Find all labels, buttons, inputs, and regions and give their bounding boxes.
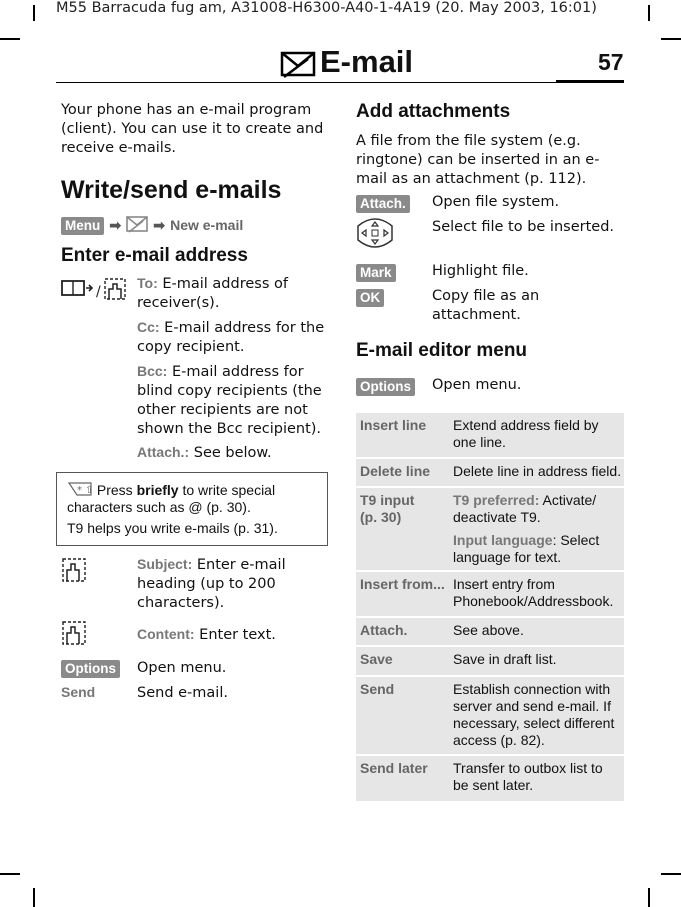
email-envelope-icon bbox=[280, 49, 316, 79]
field-attach: Attach.: See below. bbox=[137, 444, 272, 461]
ok-softkey[interactable]: OK bbox=[356, 289, 384, 307]
keypad-icon bbox=[61, 620, 87, 646]
menu-item-label: Insert line bbox=[360, 417, 427, 433]
intro-text: Your phone has an e-mail program (client). You can use it to create and receive e-mails. bbox=[61, 102, 324, 156]
star-key-icon bbox=[67, 481, 93, 497]
menu-item-label: T9 input (p. 30) bbox=[360, 492, 415, 525]
menu-item-label: Insert from... bbox=[360, 576, 445, 592]
field-label: Subject: bbox=[137, 556, 193, 572]
menu-item-label: Send bbox=[360, 681, 395, 697]
note-box: * ⇧ Press briefly to write special characters such as @ (p. 30). T9 helps you write e-mails (p. 31). bbox=[56, 472, 328, 546]
menu-item-desc: Save in draft list. bbox=[453, 651, 557, 667]
attach-intro: A file from the file system (e.g. ringtone) can be inserted in an e-mail as an attachment (p. 112). bbox=[356, 133, 600, 187]
field-label: Attach.: bbox=[137, 444, 190, 460]
options-desc: Open menu. bbox=[137, 660, 227, 676]
crop-mark bbox=[0, 873, 20, 875]
sub-heading: Enter e-mail address bbox=[61, 245, 248, 266]
mark-softkey[interactable]: Mark bbox=[356, 264, 396, 282]
options-softkey[interactable]: Options bbox=[356, 378, 415, 396]
title-rule bbox=[56, 82, 624, 83]
arrow-icon: ➡ bbox=[153, 217, 165, 233]
table-row bbox=[356, 647, 624, 675]
menu-softkey: Menu bbox=[61, 217, 104, 235]
field-label: Bcc: bbox=[137, 363, 168, 379]
attach-softkey[interactable]: Attach. bbox=[356, 195, 410, 213]
svg-text:/: / bbox=[96, 284, 101, 300]
table-row bbox=[356, 618, 624, 645]
menu-item-desc: T9 preferred: Activate/ deactivate T9. Input language: Select language for text. bbox=[453, 492, 600, 565]
menu-item-label: Save bbox=[360, 651, 393, 667]
menu-item-desc: Extend address field by one line. bbox=[453, 417, 599, 450]
menu-item-desc: Transfer to outbox list to be sent later. bbox=[453, 760, 603, 793]
subject-field: Subject: Enter e-mail heading (up to 200 characters). bbox=[137, 556, 286, 611]
note-line: T9 helps you write e-mails (p. 31). bbox=[67, 520, 278, 536]
step-desc: Highlight file. bbox=[432, 263, 529, 279]
crop-mark bbox=[648, 5, 650, 21]
crop-mark bbox=[661, 873, 681, 875]
step-desc: Select file to be inserted. bbox=[432, 219, 615, 235]
table-row bbox=[356, 756, 624, 801]
table-row bbox=[356, 413, 624, 457]
svg-text:* ⇧: * ⇧ bbox=[77, 485, 93, 496]
options-desc: Open menu. bbox=[432, 377, 522, 393]
running-header: M55 Barracuda fug am, A31008-H6300-A40-1-4A19 (20. May 2003, 16:01) bbox=[56, 0, 597, 16]
arrow-icon: ➡ bbox=[109, 217, 122, 233]
table-row bbox=[356, 488, 624, 570]
send-softkey[interactable]: Send bbox=[61, 684, 96, 700]
step-desc: Copy file as an attachment. bbox=[432, 288, 540, 323]
send-desc: Send e-mail. bbox=[137, 685, 228, 701]
menu-item-label: Send later bbox=[360, 760, 428, 776]
section-heading: Add attachments bbox=[356, 101, 511, 122]
crop-mark bbox=[33, 888, 35, 907]
menu-item-label: Delete line bbox=[360, 463, 431, 479]
crop-mark bbox=[648, 888, 650, 907]
menu-item-label: Attach. bbox=[360, 622, 408, 638]
menu-path-item: New e-mail bbox=[170, 217, 244, 233]
keypad-icon bbox=[61, 557, 87, 583]
table-row bbox=[356, 572, 624, 616]
field-label: To: bbox=[137, 275, 158, 291]
sub-heading: E-mail editor menu bbox=[356, 340, 528, 361]
crop-mark bbox=[661, 38, 681, 40]
options-row bbox=[61, 658, 120, 678]
menu-item-desc: See above. bbox=[453, 622, 524, 638]
table-row bbox=[356, 459, 624, 486]
field-label: Cc: bbox=[137, 319, 160, 335]
email-envelope-icon bbox=[126, 215, 148, 233]
page-number: 57 bbox=[598, 49, 624, 75]
menu-item-desc: Establish connection with server and send e-mail. If necessary, select different access (p. 82). bbox=[453, 681, 615, 748]
field-to: To: E-mail address of receiver(s). bbox=[137, 275, 288, 311]
content-field: Content: Enter text. bbox=[137, 626, 276, 643]
page-number-rule bbox=[556, 80, 624, 83]
ok-softkey-row bbox=[356, 287, 384, 307]
mark-softkey-row bbox=[356, 262, 396, 282]
options-softkey[interactable]: Options bbox=[61, 660, 120, 678]
navigation-key-icon bbox=[356, 216, 394, 250]
field-cc: Cc: E-mail address for the copy recipient. bbox=[137, 319, 325, 355]
field-label: Content: bbox=[137, 626, 195, 642]
menu-path bbox=[61, 215, 243, 235]
section-heading: Write/send e-mails bbox=[61, 176, 282, 204]
field-bcc: Bcc: E-mail address for blind copy recipients (the other recipients are not shown the Bcc recipient). bbox=[137, 363, 322, 437]
phonebook-or-keypad-icon bbox=[61, 277, 127, 301]
attach-softkey-row bbox=[356, 193, 410, 213]
crop-mark bbox=[0, 38, 20, 40]
table-row bbox=[356, 677, 624, 754]
menu-item-desc: Delete line in address field. bbox=[453, 463, 622, 479]
page-title: E-mail bbox=[320, 44, 414, 79]
step-desc: Open file system. bbox=[432, 194, 560, 210]
menu-item-desc: Insert entry from Phonebook/Addressbook. bbox=[453, 576, 614, 609]
options-softkey-row bbox=[356, 376, 415, 396]
crop-mark bbox=[33, 5, 35, 21]
